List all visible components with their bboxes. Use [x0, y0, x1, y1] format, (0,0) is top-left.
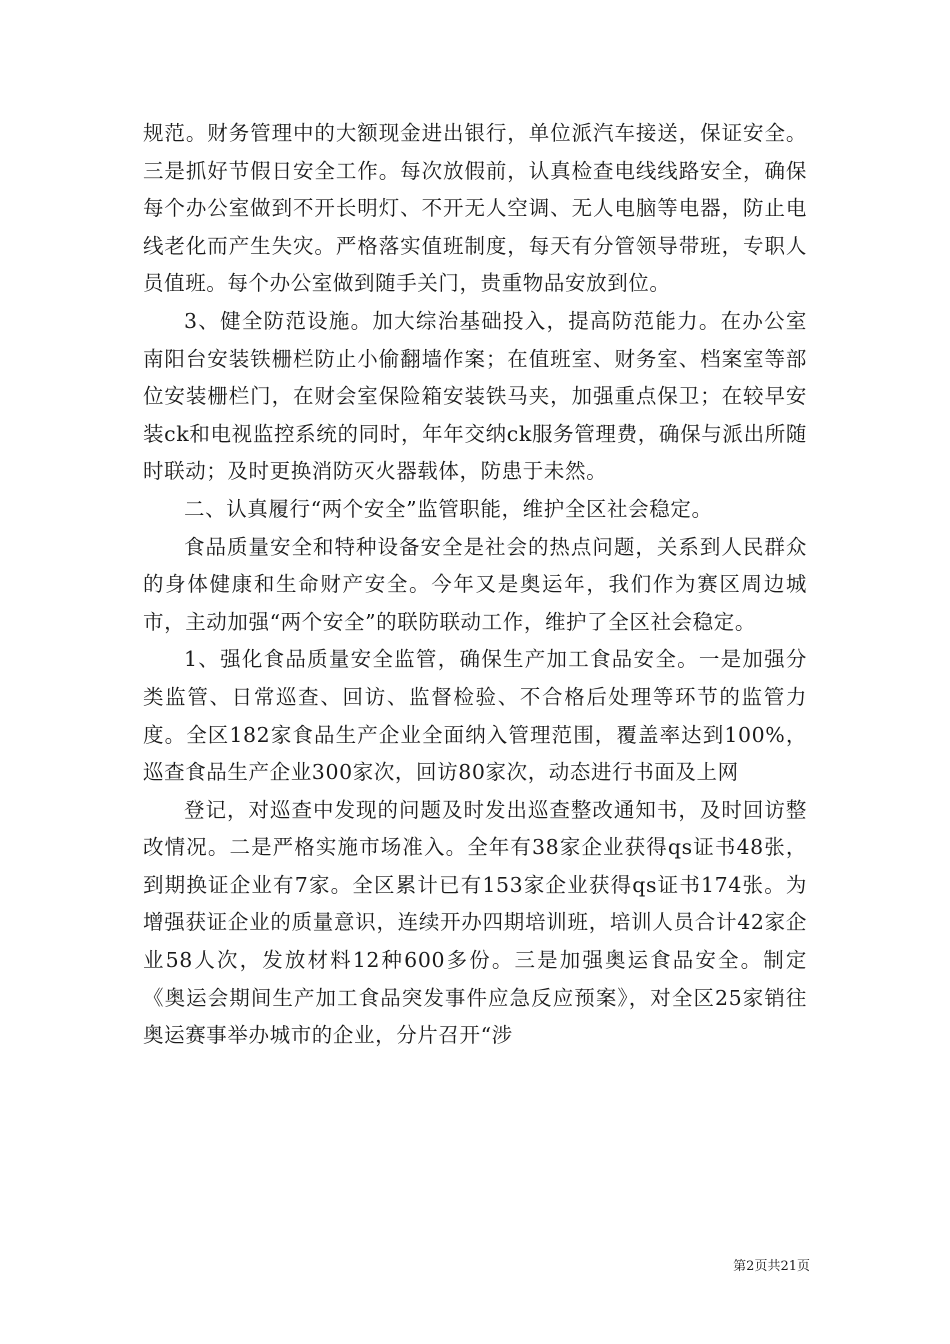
paragraph-1: 规范。财务管理中的大额现金进出银行，单位派汽车接送，保证安全。三是抓好节假日安全工作。每次放假前，认真检查电线线路安全，确保每个办公室做到不开长明灯、不开无人空调、无人电脑等电器，防止电线老化而产生失灾。严格落实值班制度，每天有分管领导带班，专职人员值班。每个办公室做到随手关门，贵重物品安放到位。 [143, 121, 807, 296]
page-number-footer: 第2页共21页 [733, 1259, 810, 1274]
section-heading: 二、认真履行“两个安全”监管职能，维护全区社会稳定。 [184, 496, 713, 521]
paragraph-2: 3、健全防范设施。加大综治基础投入，提高防范能力。在办公室南阳台安装铁栅栏防止小偷翻墙作案；在值班室、财务室、档案室等部位安装栅栏门，在财会室保险箱安装铁马夹，加强重点保卫；在较早安装ck和电视监控系统的同时，年年交纳ck服务管理费，确保与派出所随时联动；及时更换消防灭火器载体，防患于未然。 [143, 308, 807, 484]
document-body [143, 115, 807, 1055]
paragraph-4: 1、强化食品质量安全监管，确保生产加工食品安全。一是加强分类监管、日常巡查、回访、监督检验、不合格后处理等环节的监管力度。全区182家食品生产企业全面纳入管理范围，覆盖率达到100%，巡查食品生产企业300家次，回访80家次，动态进行书面及上网 [143, 647, 807, 785]
paragraph-3: 食品质量安全和特种设备安全是社会的热点问题，关系到人民群众的身体健康和生命财产安全。今年又是奥运年，我们作为赛区周边城市，主动加强“两个安全”的联防联动工作，维护了全区社会稳定。 [143, 534, 807, 634]
paragraph-5: 登记，对巡查中发现的问题及时发出巡查整改通知书，及时回访整改情况。二是严格实施市场准入。全年有38家企业获得qs证书48张，到期换证企业有7家。全区累计已有153家企业获得qs证书174张。为增强获证企业的质量意识，连续开办四期培训班，培训人员合计42家企业58人次，发放材料12种600多份。三是加强奥运食品安全。制定《奥运会期间生产加工食品突发事件应急反应预案》，对全区25家销往奥运赛事举办城市的企业，分片召开“涉 [143, 797, 807, 1048]
